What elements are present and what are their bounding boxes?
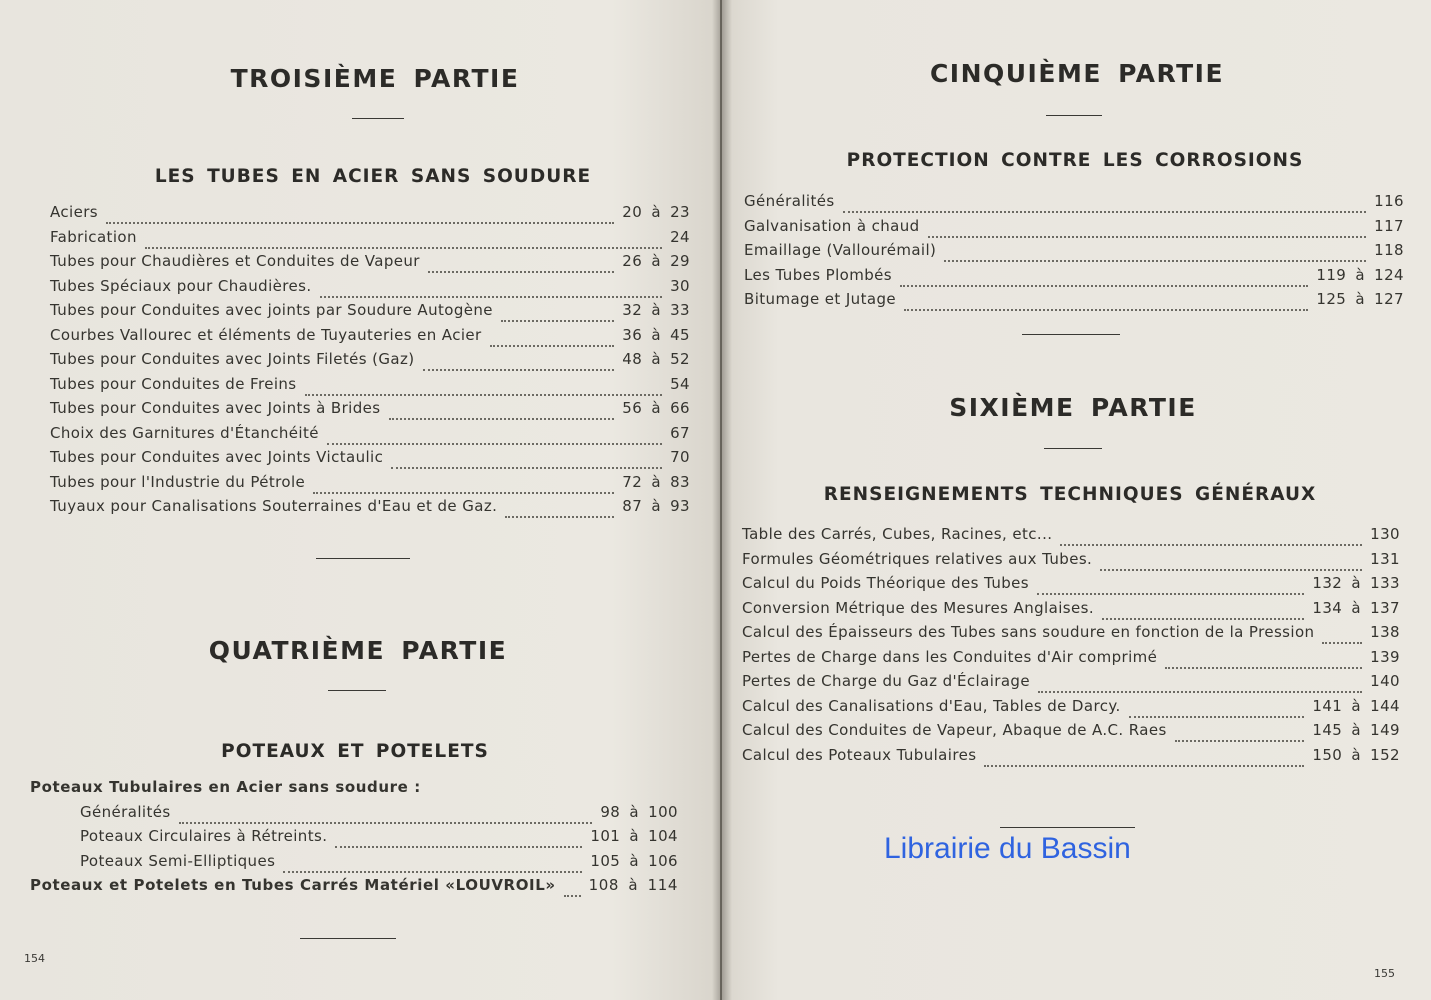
toc-entry-pages: 141 à 144 [1312,696,1400,715]
toc-entry-pages: 138 [1370,623,1400,641]
toc-entry-pages: 54 [670,374,690,393]
toc-entry[interactable] [50,424,690,449]
part3-toc [50,203,690,522]
toc-entry[interactable] [50,497,690,522]
toc-entry-pages: 130 [1370,525,1400,543]
leader-dots [1100,559,1362,571]
leader-dots [1129,706,1305,718]
toc-entry[interactable] [50,399,690,424]
part4-toc [30,778,678,901]
book-gutter [712,0,732,1000]
part5-end-rule [1022,334,1120,335]
toc-entry[interactable] [50,277,690,302]
toc-entry[interactable] [30,827,678,852]
leader-dots [389,408,615,420]
toc-entry-label: Calcul des Conduites de Vapeur, Abaque de A.C. Raes [742,721,1167,739]
toc-entry[interactable] [50,448,690,473]
toc-entry-pages: 101 à 104 [590,827,678,845]
part4-section-title: POTEAUX ET POTELETS [221,741,489,762]
toc-entry-label: Tuyaux pour Canalisations Souterraines d'Eau et de Gaz. [50,497,498,515]
leader-dots [335,836,582,848]
toc-entry-label: Aciers [50,203,99,221]
toc-entry-pages: 48 à 52 [622,350,690,368]
leader-dots [391,457,662,469]
leader-dots [904,299,1308,311]
part6-toc [742,525,1400,770]
leader-dots [501,310,614,322]
toc-entry-label: Généralités [80,802,171,821]
left-page-number: 154 [24,952,45,965]
toc-entry[interactable] [30,852,678,877]
toc-entry-label: Calcul des Épaisseurs des Tubes sans soudure en fonction de la Pression [742,623,1315,641]
toc-entry[interactable] [50,326,690,351]
toc-entry-pages: 67 [670,423,690,442]
toc-entry[interactable] [50,228,690,253]
toc-entry-pages: 72 à 83 [622,472,690,491]
part6-section-title: RENSEIGNEMENTS TECHNIQUES GÉNÉRAUX [823,484,1317,505]
toc-entry-label: Tubes pour l'Industrie du Pétrole [50,472,306,491]
toc-entry-pages: 24 [670,227,690,246]
toc-entry-label: Généralités [744,192,835,210]
toc-entry-pages: 105 à 106 [590,851,678,870]
toc-entry-label: Tubes pour Conduites avec Joints Filetés (Gaz) [50,350,415,368]
leader-dots [423,359,615,371]
toc-entry-pages: 131 [1370,549,1400,568]
right-page-number: 155 [1374,967,1395,980]
leader-dots [1038,681,1362,693]
toc-entry[interactable] [742,623,1400,648]
leader-dots [843,201,1367,213]
leader-dots [320,286,663,298]
leader-dots [1165,657,1362,669]
leader-dots [928,226,1367,238]
toc-entry-pages: 117 [1374,216,1404,235]
leader-dots [490,335,615,347]
toc-entry-pages: 30 [670,276,690,295]
toc-entry-label: Choix des Garnitures d'Étanchéité [50,423,319,442]
toc-entry-pages: 36 à 45 [622,325,690,344]
toc-entry-label: Emaillage (Vallourémail) [744,241,937,259]
toc-heading[interactable] [30,778,678,803]
toc-entry-pages: 134 à 137 [1312,598,1400,617]
part5-section-title: PROTECTION CONTRE LES CORROSIONS [846,150,1304,171]
leader-dots [283,861,582,873]
toc-entry-pages: 26 à 29 [622,252,690,270]
leader-dots [327,433,662,445]
toc-entry-pages: 139 [1370,647,1400,666]
part6-end-rule [1000,827,1135,828]
toc-entry-label: Les Tubes Plombés [744,265,892,284]
leader-dots [313,482,614,494]
leader-dots [984,755,1304,767]
toc-heading-entry[interactable] [30,876,678,901]
part6-title-rule [1044,448,1102,449]
part3-title: TROISIÈME PARTIE [230,64,520,93]
toc-heading-label: Poteaux Tubulaires en Acier sans soudure : [30,778,421,796]
part5-toc [744,192,1404,315]
toc-entry[interactable] [744,217,1404,242]
toc-entry-pages: 87 à 93 [622,497,690,515]
part6-title: SIXIÈME PARTIE [949,393,1197,422]
toc-entry[interactable] [744,266,1404,291]
toc-entry-label: Calcul du Poids Théorique des Tubes [742,574,1030,592]
part5-title-rule [1046,115,1102,116]
toc-entry-label: Poteaux Semi-Elliptiques [80,851,276,870]
leader-dots [1060,534,1362,546]
toc-entry[interactable] [744,290,1404,315]
toc-entry-label: Table des Carrés, Cubes, Racines, etc... [742,525,1053,543]
toc-entry-label: Tubes pour Conduites avec Joints à Brides [50,399,381,417]
toc-entry[interactable] [742,697,1400,722]
toc-entry-pages: 20 à 23 [622,203,690,221]
toc-entry-pages: 125 à 127 [1316,290,1404,308]
leader-dots [179,812,593,824]
toc-entry-label: Courbes Vallourec et éléments de Tuyauteries en Acier [50,325,482,344]
toc-entry-label: Poteaux Circulaires à Rétreints. [80,827,328,845]
toc-entry-label: Tubes Spéciaux pour Chaudières. [50,276,312,295]
part4-title: QUATRIÈME PARTIE [208,636,508,665]
toc-entry-pages: 108 à 114 [588,876,678,894]
toc-entry-pages: 145 à 149 [1312,721,1400,739]
toc-entry-pages: 70 [670,448,690,466]
toc-entry-label: Galvanisation à chaud [744,216,920,235]
leader-dots [145,237,662,249]
leader-dots [1037,583,1304,595]
toc-entry-label: Fabrication [50,227,137,246]
toc-entry[interactable] [742,599,1400,624]
leader-dots [505,506,614,518]
toc-entry-label: Calcul des Poteaux Tubulaires [742,745,977,764]
toc-entry-pages: 118 [1374,241,1404,259]
part4-title-rule [328,690,386,691]
toc-entry[interactable] [742,574,1400,599]
toc-entry[interactable] [744,241,1404,266]
toc-entry-pages: 150 à 152 [1312,745,1400,764]
toc-entry-label: Conversion Métrique des Mesures Anglaises. [742,598,1094,617]
leader-dots [305,384,663,396]
toc-entry[interactable] [742,721,1400,746]
toc-entry-pages: 132 à 133 [1312,574,1400,592]
toc-entry[interactable] [742,672,1400,697]
toc-entry-label: Bitumage et Jutage [744,290,896,308]
toc-entry[interactable] [50,252,690,277]
toc-entry-pages: 56 à 66 [622,399,690,417]
toc-entry[interactable] [742,525,1400,550]
toc-entry-label: Pertes de Charge du Gaz d'Éclairage [742,672,1030,690]
part5-title: CINQUIÈME PARTIE [929,59,1225,88]
toc-entry-label: Pertes de Charge dans les Conduites d'Air comprimé [742,647,1158,666]
toc-entry[interactable] [742,550,1400,575]
toc-entry-pages: 116 [1374,192,1404,210]
leader-dots [944,250,1366,262]
toc-entry[interactable] [50,375,690,400]
leader-dots [1322,632,1362,644]
part4-end-rule [300,938,396,939]
toc-heading-label: Poteaux et Potelets en Tubes Carrés Matériel «LOUVROIL» [30,876,556,894]
part3-section-title: LES TUBES EN ACIER SANS SOUDURE [154,166,592,187]
leader-dots [564,885,581,897]
toc-entry-pages: 98 à 100 [600,802,678,821]
toc-entry[interactable] [30,803,678,828]
toc-entry-pages: 119 à 124 [1316,265,1404,284]
toc-entry[interactable] [50,301,690,326]
toc-entry[interactable] [50,350,690,375]
part3-end-rule [316,558,410,559]
leader-dots [428,261,614,273]
toc-entry-pages: 140 [1370,672,1400,690]
leader-dots [1175,730,1305,742]
toc-entry[interactable] [744,192,1404,217]
toc-entry-label: Calcul des Canalisations d'Eau, Tables de Darcy. [742,696,1121,715]
toc-entry-label: Tubes pour Conduites avec Joints Victaulic [50,448,384,466]
toc-entry[interactable] [50,473,690,498]
toc-entry-label: Tubes pour Chaudières et Conduites de Vapeur [50,252,420,270]
part3-title-rule [352,118,404,119]
toc-entry-pages: 32 à 33 [622,301,690,319]
leader-dots [900,275,1308,287]
leader-dots [106,212,614,224]
watermark-text: Librairie du Bassin [884,832,1131,865]
toc-entry-label: Tubes pour Conduites avec joints par Soudure Autogène [50,301,493,319]
toc-entry[interactable] [742,648,1400,673]
toc-entry[interactable] [742,746,1400,771]
toc-entry-label: Formules Géométriques relatives aux Tubes. [742,549,1093,568]
toc-entry-label: Tubes pour Conduites de Freins [50,374,297,393]
toc-entry[interactable] [50,203,690,228]
leader-dots [1102,608,1304,620]
